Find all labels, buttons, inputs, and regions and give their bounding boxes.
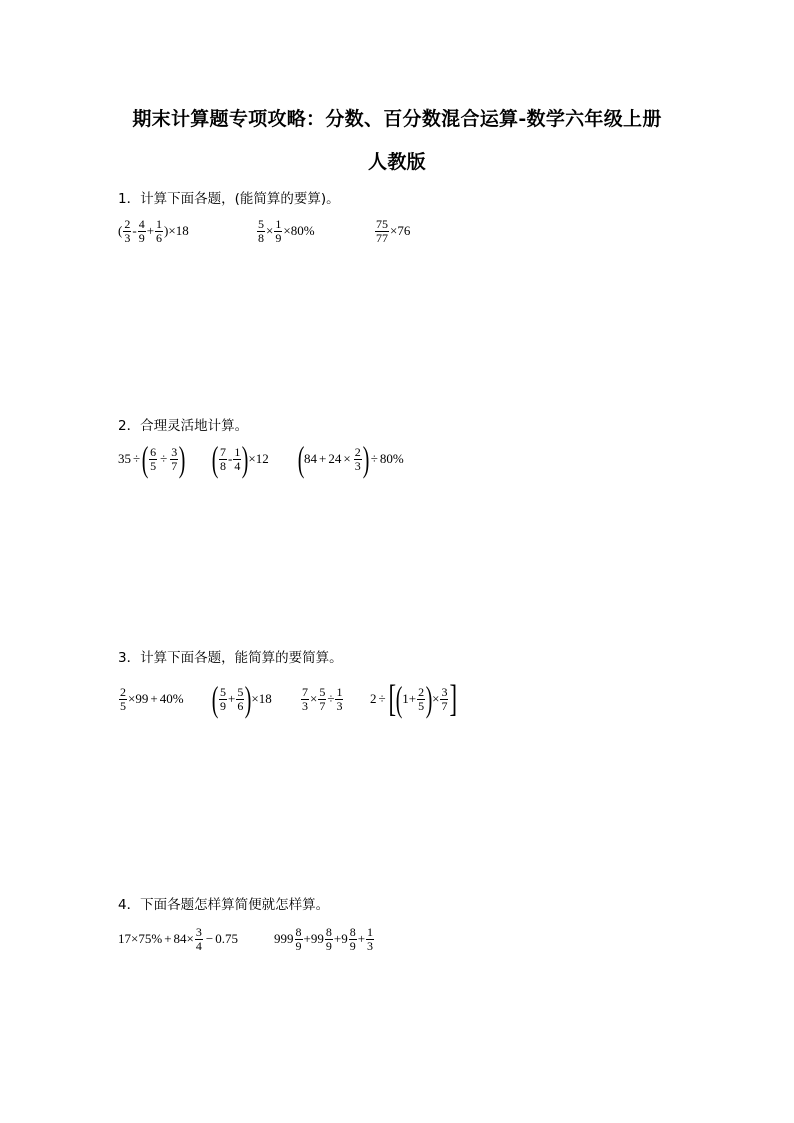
question-1-label: 1．计算下面各题，(能简算的要算)。 xyxy=(118,191,340,207)
fraction: $\frac{5}{7}$ xyxy=(319,684,326,713)
fraction: $\frac{3}{7}$ xyxy=(441,684,448,713)
fraction: $\frac{5}{9}$ xyxy=(220,684,226,713)
fraction: $\frac{2}{5}$ xyxy=(418,684,425,713)
fraction: $\frac{8}{9}$ xyxy=(349,924,356,953)
fraction: $\frac{6}{5}$ xyxy=(150,444,157,473)
question-2-label: 2．合理灵活地计算。 xyxy=(118,418,249,434)
fraction: $\frac{2}{5}$ xyxy=(120,684,126,713)
fraction: $\frac{1}{3}$ xyxy=(336,684,343,713)
question-3-label: 3．计算下面各题，能简算的要简算。 xyxy=(118,650,343,666)
q2-expr-c: ( 84 + 24 × $\frac{2}{3}$ ) ÷ 80% xyxy=(297,439,404,479)
fraction: $\frac{1}{6}$ xyxy=(156,216,163,245)
fraction: $\frac{1}{4}$ xyxy=(234,444,241,473)
q1-expr-a: ( $\frac{2}{3}$ - $\frac{4}{9}$ + $\frac{1}{6}$ ) × 18 xyxy=(118,216,189,245)
fraction: $\frac{5}{6}$ xyxy=(237,684,244,713)
fraction: $\frac{8}{9}$ xyxy=(295,924,302,953)
q2-expr-b: ( $\frac{7}{8}$ - $\frac{1}{4}$ ) × 12 xyxy=(211,439,269,479)
fraction: $\frac{2}{3}$ xyxy=(354,444,361,473)
q1-expr-b: $\frac{5}{8}$ × $\frac{1}{9}$ × 80% xyxy=(258,216,315,245)
q4-expr-a: 17 × 75% + 84 × $\frac{3}{4}$ − 0.75 xyxy=(118,924,238,953)
fraction: $\frac{8}{9}$ xyxy=(325,924,332,953)
q4-expr-b: 999 $\frac{8}{9}$ + 99 $\frac{8}{9}$ + 9 $\frac{8}{9}$ + $\frac{1}{3}$ xyxy=(274,924,374,953)
fraction: $\frac{75}{77}$ xyxy=(376,216,388,245)
fraction: $\frac{5}{8}$ xyxy=(258,216,264,245)
fraction: $\frac{2}{3}$ xyxy=(124,216,131,245)
q3-expr-c: $\frac{7}{3}$ × $\frac{5}{7}$ ÷ $\frac{1}{3}$ xyxy=(302,684,343,713)
page-title-line2: 人教版 xyxy=(368,151,426,173)
q1-expr-c: $\frac{75}{77}$ × 76 xyxy=(376,216,411,245)
q3-expr-b: ( $\frac{5}{9}$ + $\frac{5}{6}$ ) × 18 xyxy=(211,679,272,719)
fraction: $\frac{1}{3}$ xyxy=(367,924,374,953)
page-title-line1: 期末计算题专项攻略：分数、百分数混合运算-数学六年级上册 xyxy=(132,108,662,130)
fraction: $\frac{3}{4}$ xyxy=(195,924,202,953)
question-4-label: 4．下面各题怎样算简便就怎样算。 xyxy=(118,897,330,913)
fraction: $\frac{3}{7}$ xyxy=(171,444,178,473)
q3-expr-d: 2 ÷ [ ( 1 + $\frac{2}{5}$ ) × $\frac{3}{7}$ ] xyxy=(370,678,458,720)
fraction: $\frac{1}{9}$ xyxy=(275,216,282,245)
q3-expr-a: $\frac{2}{5}$ × 99 + 40% xyxy=(120,684,184,713)
fraction: $\frac{7}{8}$ xyxy=(220,444,226,473)
fraction: $\frac{7}{3}$ xyxy=(302,684,308,713)
fraction: $\frac{4}{9}$ xyxy=(138,216,145,245)
q2-expr-a: 35 ÷ ( $\frac{6}{5}$ ÷ $\frac{3}{7}$ ) xyxy=(118,439,186,479)
